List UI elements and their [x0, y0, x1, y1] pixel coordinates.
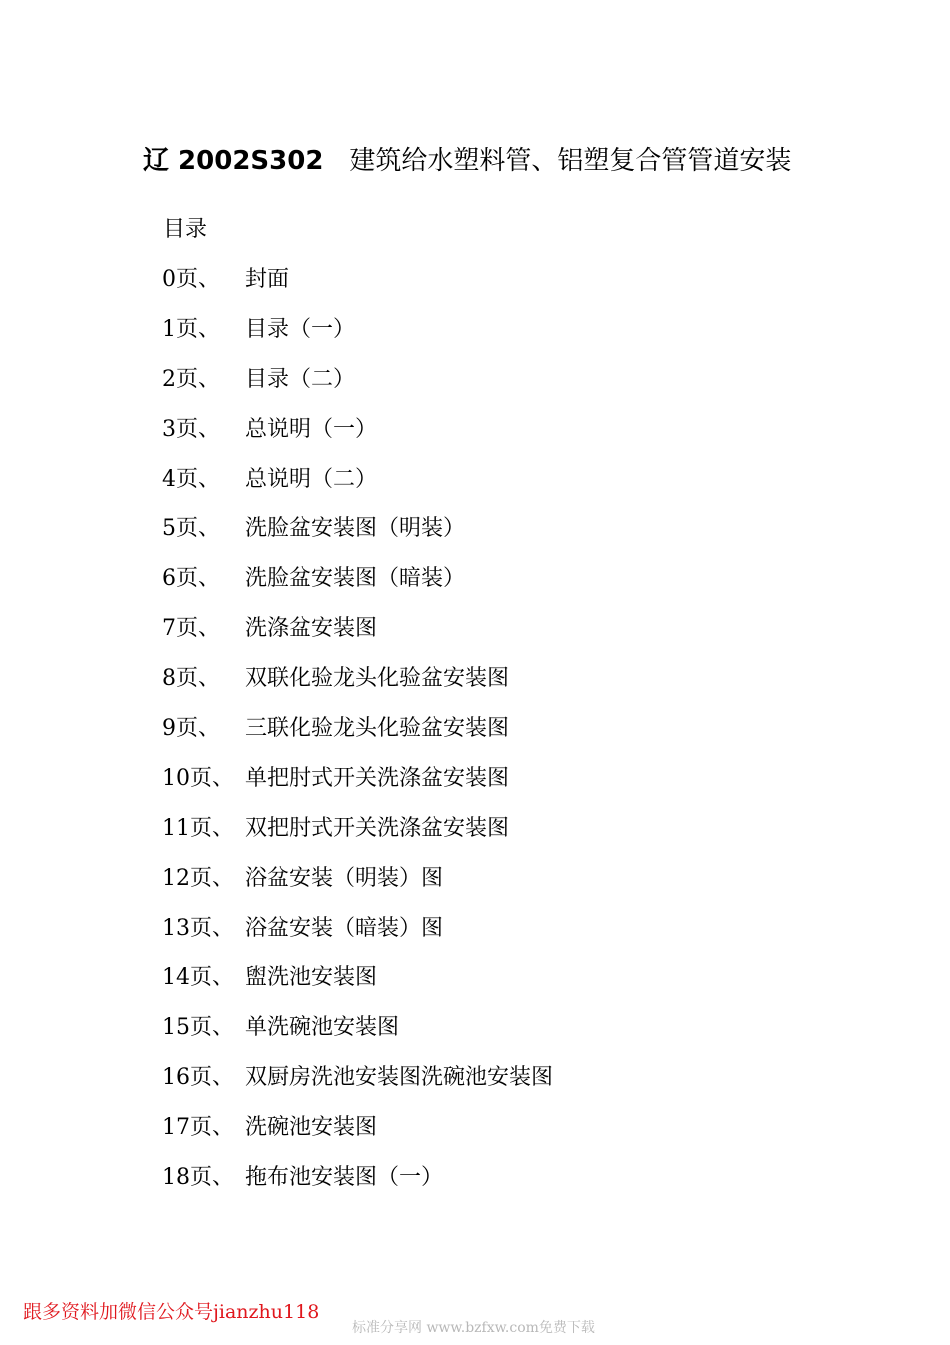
toc-entry-title: 封面	[245, 267, 290, 292]
toc-entry-title: 洗涤盆安装图	[245, 616, 378, 642]
toc-entry-title: 总说明（一）	[245, 416, 378, 442]
toc-item	[162, 465, 553, 515]
toc-item	[162, 764, 553, 814]
toc-page-number: 0页、	[162, 267, 220, 292]
promo-text: 跟多资料加微信公众号jianzhu118	[23, 1301, 320, 1323]
toc-page-number: 4页、	[162, 466, 220, 492]
toc-page-number: 10页、	[162, 765, 234, 791]
toc-page-number: 3页、	[162, 416, 220, 442]
watermark-text: 标准分享网 www.bzfxw.com免费下载	[352, 1320, 595, 1336]
toc-entry-title: 单把肘式开关洗涤盆安装图	[245, 765, 510, 791]
toc-page-number: 17页、	[162, 1115, 234, 1141]
toc-page-number: 15页、	[162, 1015, 234, 1041]
toc-entry-title: 双厨房洗池安装图洗碗池安装图	[245, 1065, 554, 1091]
toc-item	[162, 1013, 553, 1063]
toc-page-number: 18页、	[162, 1165, 234, 1191]
toc-entry-title: 洗碗池安装图	[245, 1115, 378, 1141]
toc-item	[162, 265, 553, 315]
toc-item	[162, 415, 553, 465]
toc-item	[162, 1113, 553, 1163]
toc-entry-title: 双联化验龙头化验盆安装图	[245, 666, 510, 692]
toc-page-number: 8页、	[162, 666, 220, 692]
toc-page-number: 2页、	[162, 366, 220, 392]
toc-item	[162, 1063, 553, 1113]
toc-entry-title: 目录（二）	[245, 366, 356, 392]
toc-entry-title: 目录（一）	[245, 316, 356, 342]
toc-entry-title: 单洗碗池安装图	[245, 1015, 400, 1041]
toc-entry-title: 浴盆安装（明装）图	[245, 865, 444, 891]
toc-entry-title: 拖布池安装图（一）	[245, 1165, 444, 1191]
toc-entry-title: 三联化验龙头化验盆安装图	[245, 716, 510, 742]
toc-page-number: 7页、	[162, 616, 220, 642]
toc-entry-title: 洗脸盆安装图（明装）	[245, 516, 466, 542]
toc-page-number: 1页、	[162, 316, 220, 342]
toc-page-number: 13页、	[162, 915, 234, 941]
toc-entry-title: 双把肘式开关洗涤盆安装图	[245, 815, 510, 841]
toc-item	[162, 963, 553, 1013]
toc-page-number: 9页、	[162, 716, 220, 742]
toc-item	[162, 315, 553, 365]
toc-list	[162, 265, 553, 1213]
toc-entry-title: 盥洗池安装图	[245, 965, 378, 991]
standard-code: 辽 2002S302	[143, 146, 324, 176]
toc-page-number: 16页、	[162, 1065, 234, 1091]
toc-item	[162, 864, 553, 914]
toc-item	[162, 714, 553, 764]
toc-entry-title: 洗脸盆安装图（暗装）	[245, 566, 466, 592]
toc-page-number: 12页、	[162, 865, 234, 891]
toc-item	[162, 564, 553, 614]
toc-page-number: 14页、	[162, 965, 234, 991]
toc-item	[162, 365, 553, 415]
toc-page-number: 5页、	[162, 516, 220, 542]
document-title	[143, 143, 791, 179]
toc-item	[162, 514, 553, 564]
toc-item	[162, 1163, 553, 1213]
toc-entry-title: 浴盆安装（暗装）图	[245, 915, 444, 941]
toc-item	[162, 664, 553, 714]
toc-heading: 目录	[163, 217, 208, 242]
toc-page-number: 6页、	[162, 566, 220, 592]
toc-item	[162, 814, 553, 864]
toc-page-number: 11页、	[162, 815, 234, 841]
document-name: 建筑给水塑料管、铝塑复合管管道安装	[349, 146, 792, 176]
toc-item	[162, 914, 553, 964]
toc-entry-title: 总说明（二）	[245, 466, 378, 492]
toc-item	[162, 614, 553, 664]
